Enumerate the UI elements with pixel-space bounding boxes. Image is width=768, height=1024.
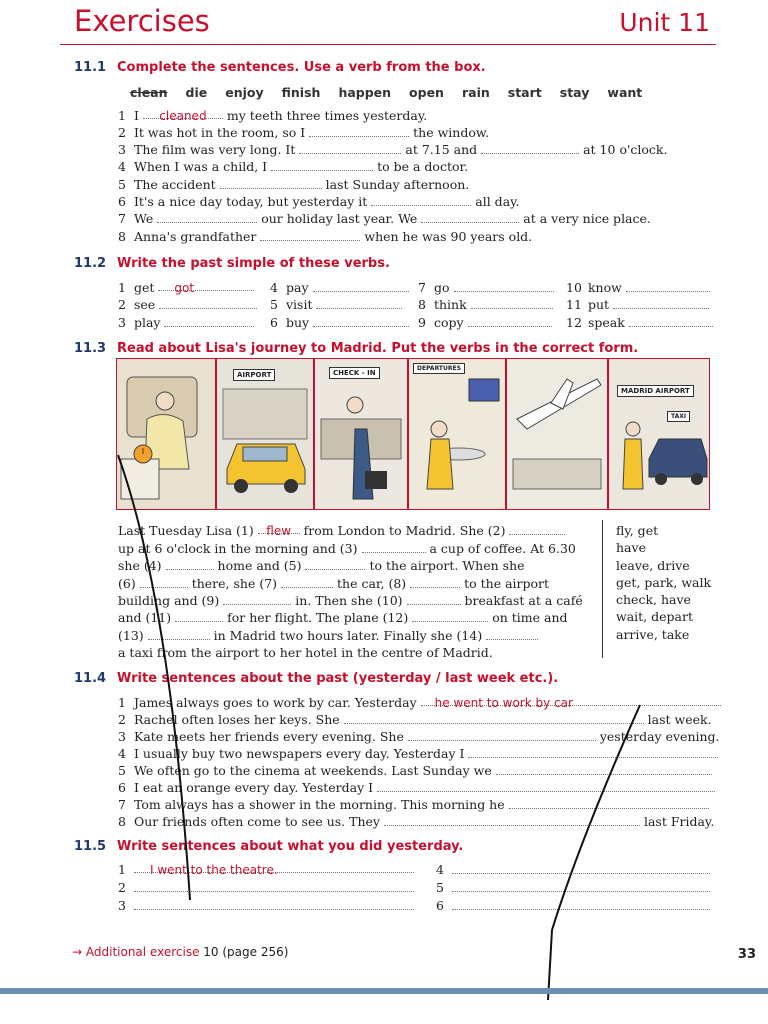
unit-label: Unit 11 [619,8,710,37]
section-title-11-2: Write the past simple of these verbs. [117,256,390,271]
ex1-sentence-6: 6 It's a nice day today, but yesterday it all day. [118,194,520,209]
bottom-bar [0,988,768,994]
ex4-sentence-6: 6 I eat an orange every day. Yesterday I [118,780,715,795]
box-word: finish [281,85,321,100]
handwritten-answer: he went to work by car [434,696,573,710]
ex2-item-4: 4 pay [270,280,409,295]
story-line-7: (13) in Madrid two hours later. Finally she (14) [118,628,538,643]
section-number-11-4: 11.4 [74,671,107,686]
story-line-2: up at 6 o'clock in the morning and (3) a cup of coffee. At 6.30 [118,541,576,556]
check-in-sign: CHECK - IN [329,367,380,379]
departures-sign: DEPARTURES [413,363,465,374]
ex1-sentence-5: 5 The accident last Sunday afternoon. [118,177,470,192]
box-word: rain [461,85,490,100]
story-line-3: she (4) home and (5) to the airport. When she [118,558,525,573]
ex1-sentence-1: 1 I cleaned my teeth three times yesterday. [118,108,428,123]
story-line-5: building and (9) in. Then she (10) breakfast at a café [118,593,583,608]
ex2-item-7: 7 go [418,280,554,295]
additional-exercise-label: Additional exercise [85,945,200,959]
ex1-sentence-2: 2 It was hot in the room, so I the window. [118,125,490,140]
ex2-item-5: 5 visit [270,297,402,312]
verbs-list-item: have [616,540,646,556]
box-word: start [507,85,542,100]
section-title-11-4: Write sentences about the past (yesterday / last week etc.). [117,671,559,686]
ex1-sentence-8: 8 Anna's grandfather when he was 90 years old. [118,229,533,244]
ex2-item-2: 2 see [118,297,257,312]
handwritten-answer: cleaned [159,109,207,123]
ex1-sentence-7: 7 We our holiday last year. We at a very nice place. [118,211,651,226]
box-word: stay [559,85,590,100]
verbs-list-item: arrive, take [616,626,690,642]
ex5-line-3: 3 [118,898,414,913]
story-line-8: a taxi from the airport to her hotel in the centre of Madrid. [118,645,493,660]
story-line-1: Last Tuesday Lisa (1) flew from London to Madrid. She (2) [118,523,565,538]
section-title-11-5: Write sentences about what you did yesterday. [117,839,464,854]
box-word: enjoy [225,85,264,100]
verbs-list-item: get, park, walk [616,574,712,590]
ex4-sentence-2: 2 Rachel often loses her keys. She last week. [118,712,712,727]
handwritten-answer: I went to the theatre. [149,863,278,877]
ex4-sentence-1: 1 James always goes to work by car. Yesterday he went to work by car [118,695,721,710]
handwritten-answer: got [174,281,195,295]
handwritten-answer: flew [266,524,292,538]
verbs-list-item: leave, drive [616,557,690,573]
additional-exercise-ref: 10 (page 256) [203,945,289,959]
story-line-4: (6) there, she (7) the car, (8) to the airport [118,576,550,591]
box-word: happen [338,85,392,100]
box-word: clean [130,85,168,100]
ex5-line-4: 4 [436,862,710,877]
ex2-item-3: 3 play [118,315,254,330]
verbs-list-item: fly, get [616,523,659,538]
ex4-sentence-4: 4 I usually buy two newspapers every day. Yesterday I [118,746,718,761]
ex4-sentence-7: 7 Tom always has a shower in the morning. This morning he [118,797,709,812]
ex5-line-6: 6 [436,898,710,913]
ex1-sentence-4: 4 When I was a child, I to be a doctor. [118,159,469,174]
verbs-list-item: check, have [616,592,691,608]
additional-exercise-link[interactable]: → Additional exercise 10 (page 256) [72,945,289,959]
section-title-11-3: Read about Lisa's journey to Madrid. Put the verbs in the correct form. [117,341,639,356]
ex2-item-9: 9 copy [418,315,552,330]
page-title: Exercises [74,4,210,38]
ex4-sentence-3: 3 Kate meets her friends every evening. She yesterday evening. [118,729,720,744]
ex4-sentence-5: 5 We often go to the cinema at weekends. Last Sunday we [118,763,712,778]
ex2-item-12: 12 speak [566,315,713,330]
ex5-line-1: 1 I went to the theatre. [118,862,414,877]
section-number-11-3: 11.3 [74,341,107,356]
ex2-item-11: 11 put [566,297,709,312]
box-word: want [607,85,643,100]
section-number-11-5: 11.5 [74,839,107,854]
pen-stroke-left [118,455,190,900]
ex2-item-10: 10 know [566,280,710,295]
pen-stroke-right [548,705,640,1000]
airport-sign: AIRPORT [233,369,275,381]
section-title-11-1: Complete the sentences. Use a verb from the box. [117,60,486,75]
ex2-item-8: 8 think [418,297,553,312]
page-number: 33 [737,947,756,962]
story-line-6: and (11) for her flight. The plane (12) on time and [118,610,568,625]
verbs-list-item: wait, depart [616,609,693,625]
ex4-sentence-8: 8 Our friends often come to see us. They last Friday. [118,814,715,829]
ex5-line-2: 2 [118,880,414,895]
ex2-item-6: 6 buy [270,315,409,330]
madrid-airport-sign: MADRID AIRPORT [617,385,694,397]
section-number-11-1: 11.1 [74,60,107,75]
ex2-item-1: 1 get got [118,280,254,295]
section-number-11-2: 11.2 [74,256,107,271]
ex5-line-5: 5 [436,880,710,895]
box-word: open [409,85,444,100]
taxi-sign: TAXI [667,411,690,422]
ex1-sentence-3: 3 The film was very long. It at 7.15 and at 10 o'clock. [118,142,668,157]
box-word: die [185,85,208,100]
